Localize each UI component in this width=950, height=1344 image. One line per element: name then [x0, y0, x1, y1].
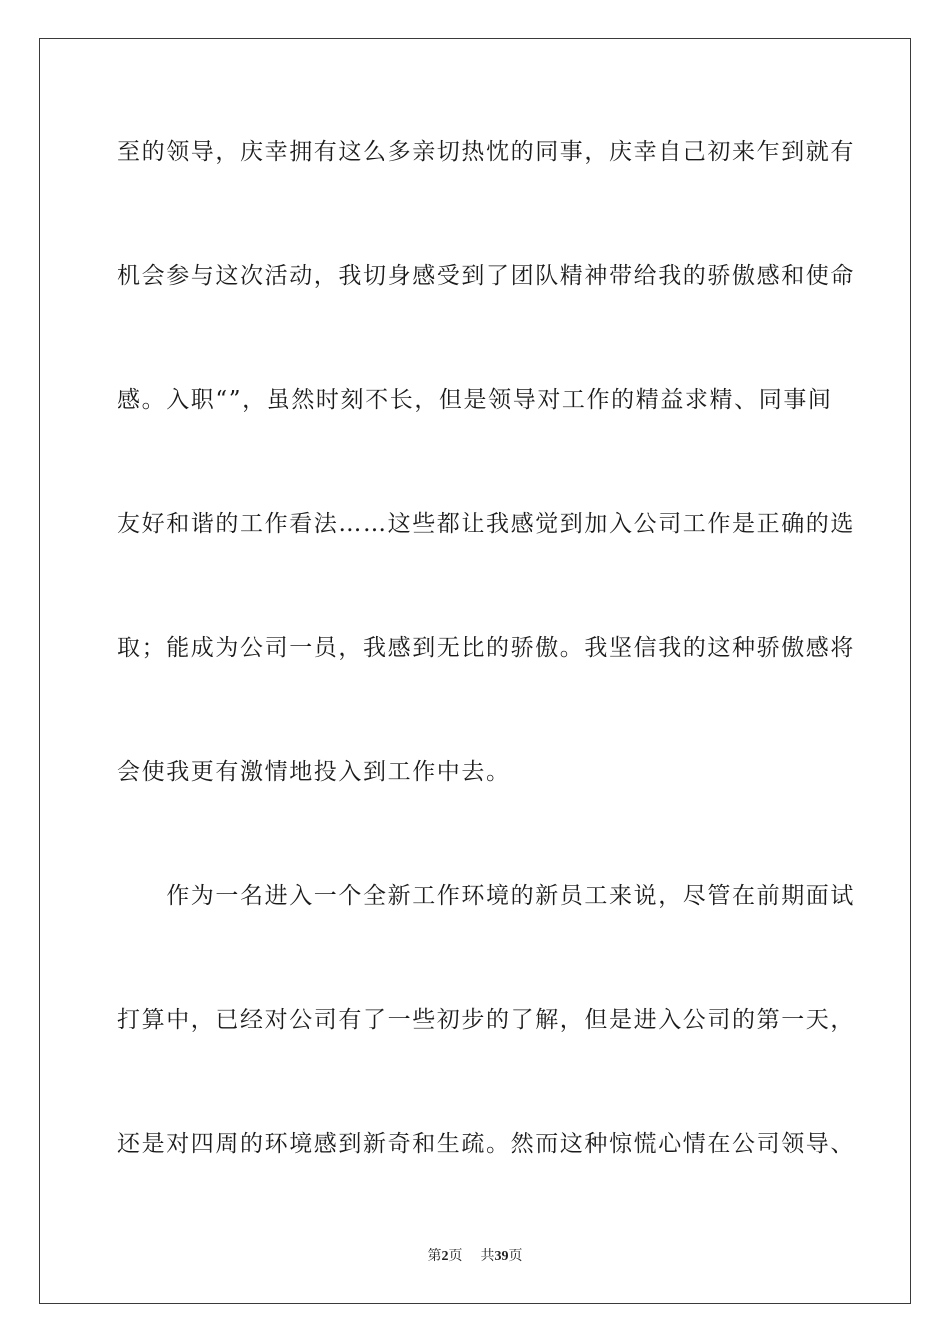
- text-line: 至的领导，庆幸拥有这么多亲切热忱的同事，庆幸自己初来乍到就有: [117, 139, 855, 165]
- text-line: 感。入职“”，虽然时刻不长，但是领导对工作的精益求精、同事间: [117, 387, 833, 413]
- page-footer: [0, 1247, 950, 1266]
- page-number: 2: [441, 1249, 449, 1264]
- paragraph-start-line: 作为一名进入一个全新工作环境的新员工来说，尽管在前期面试: [117, 883, 855, 909]
- text-line: 机会参与这次活动，我切身感受到了团队精神带给我的骄傲感和使命: [117, 263, 855, 289]
- page-prefix: 第: [427, 1248, 442, 1264]
- total-prefix: 共: [480, 1248, 495, 1264]
- text-line: 取；能成为公司一员，我感到无比的骄傲。我坚信我的这种骄傲感将: [117, 635, 855, 661]
- page-border: [39, 38, 911, 1304]
- text-line: 打算中，已经对公司有了一些初步的了解，但是进入公司的第一天，: [117, 1007, 855, 1033]
- page-suffix: 页: [448, 1248, 463, 1264]
- total-suffix: 页: [508, 1248, 523, 1264]
- text-line: 友好和谐的工作看法……这些都让我感觉到加入公司工作是正确的选: [117, 511, 855, 537]
- total-pages: 39: [494, 1249, 509, 1264]
- text-line: 会使我更有激情地投入到工作中去。: [117, 759, 511, 785]
- text-line: 还是对四周的环境感到新奇和生疏。然而这种惊慌心情在公司领导、: [117, 1131, 855, 1157]
